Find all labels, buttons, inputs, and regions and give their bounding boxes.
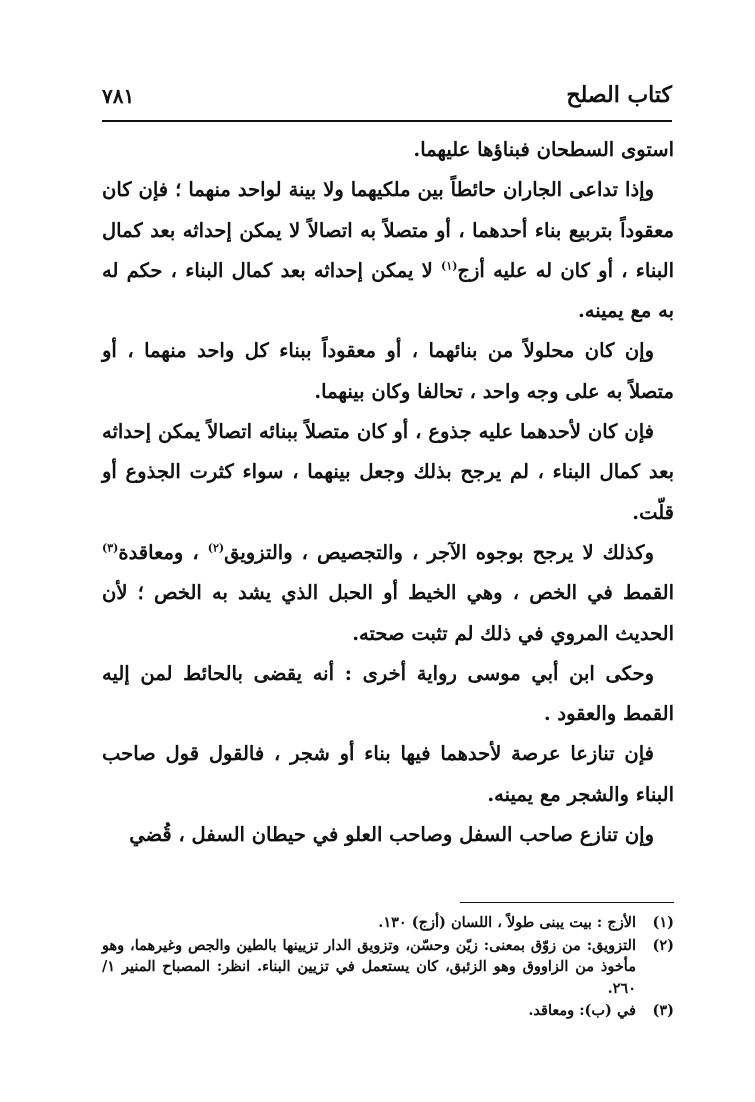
paragraph xyxy=(102,734,674,815)
paragraph-text: القمط في الخص ، وهي الخيط أو الحبل الذي يشد به الخص ؛ لأن الحديث المروي في ذلك لم تثبت صحته. xyxy=(102,581,674,645)
footnote-ref: (١) xyxy=(441,259,458,273)
paragraph xyxy=(102,130,674,170)
footnote-ref: (٣) xyxy=(102,541,119,555)
paragraph-text: ، ومعاقدة xyxy=(118,540,208,564)
paragraph-text: وإذا تداعى الجاران حائطاً بين ملكيهما ولا بينة لواحد منهما ؛ فإن كان معقوداً بتربيع بناء أحدهما ، أو متصلاً به اتصالاً لا يمكن إحداثه بعد كمال البناء ، أو كان له عليه أزج xyxy=(102,178,674,282)
footnote-number: (٣) xyxy=(652,1002,674,1019)
paragraph-text: وإن كان محلولاً من بنائهما ، أو معقوداً ببناء كل واحد منهما ، أو متصلاً به على وجه واحد ، تحالفا وكان بينهما. xyxy=(102,339,674,403)
footnotes xyxy=(102,912,674,1023)
footnote-number: (٢) xyxy=(652,936,674,954)
page-number: ٧٨١ xyxy=(102,84,135,108)
paragraph xyxy=(102,815,674,855)
paragraph xyxy=(102,533,674,654)
paragraph xyxy=(102,654,674,735)
footnote-text: في (ب): ومعاقد. xyxy=(528,1002,636,1019)
paragraph-text: وحكى ابن أبي موسى رواية أخرى : أنه يقضى بالحائط لمن إليه القمط والعقود . xyxy=(102,661,674,726)
main-text xyxy=(102,130,674,855)
paragraph-text: وكذلك لا يرجح بوجوه الآجر ، والتجصيص ، والتزويق xyxy=(224,540,654,564)
page-header xyxy=(102,76,672,122)
paragraph-text: فإن تنازعا عرصة لأحدهما فيها بناء أو شجر ، فالقول قول صاحب البناء والشجر مع يمينه. xyxy=(102,742,674,806)
chapter-title: كتاب الصلح xyxy=(566,82,672,108)
footnote xyxy=(102,1000,674,1022)
paragraph xyxy=(102,170,674,331)
paragraph-text: استوى السطحان فبناؤها عليهما. xyxy=(413,138,674,161)
paragraph-text: وإن تنازع صاحب السفل وصاحب العلو في حيطان السفل ، قُضي xyxy=(129,823,654,847)
footnote xyxy=(102,912,674,934)
paragraph xyxy=(102,412,674,533)
footnote-number: (١) xyxy=(652,914,674,931)
paragraph-text: لا يمكن إحداثه بعد كمال البناء ، حكم له به مع يمينه. xyxy=(102,258,674,323)
footnote-text: التزويق: من زوّق بمعنى: زيّن وحسّن، وتزويق الدار تزيينها بالطين والجص وغيرهما، وهو مأخوذ من الزاووق وهو الزئبق، كان يستعمل في تزيين البناء. انظر: المصباح المنير ١/ ٢٦٠. xyxy=(102,936,636,997)
paragraph xyxy=(102,331,674,412)
footnote-ref: (٢) xyxy=(207,541,225,555)
footnote-divider xyxy=(460,902,674,903)
paragraph-text: فإن كان لأحدهما عليه جذوع ، أو كان متصلاً ببنائه اتصالاً يمكن إحداثه بعد كمال البناء ، لم يرجح بذلك وجعل بينهما ، سواء كثرت الجذوع أو قلّت. xyxy=(102,420,674,524)
footnote-text: الأزج : بيت يبنى طولاً ، اللسان (أزج) ١٣٠. xyxy=(378,914,636,931)
footnote xyxy=(102,935,674,1000)
